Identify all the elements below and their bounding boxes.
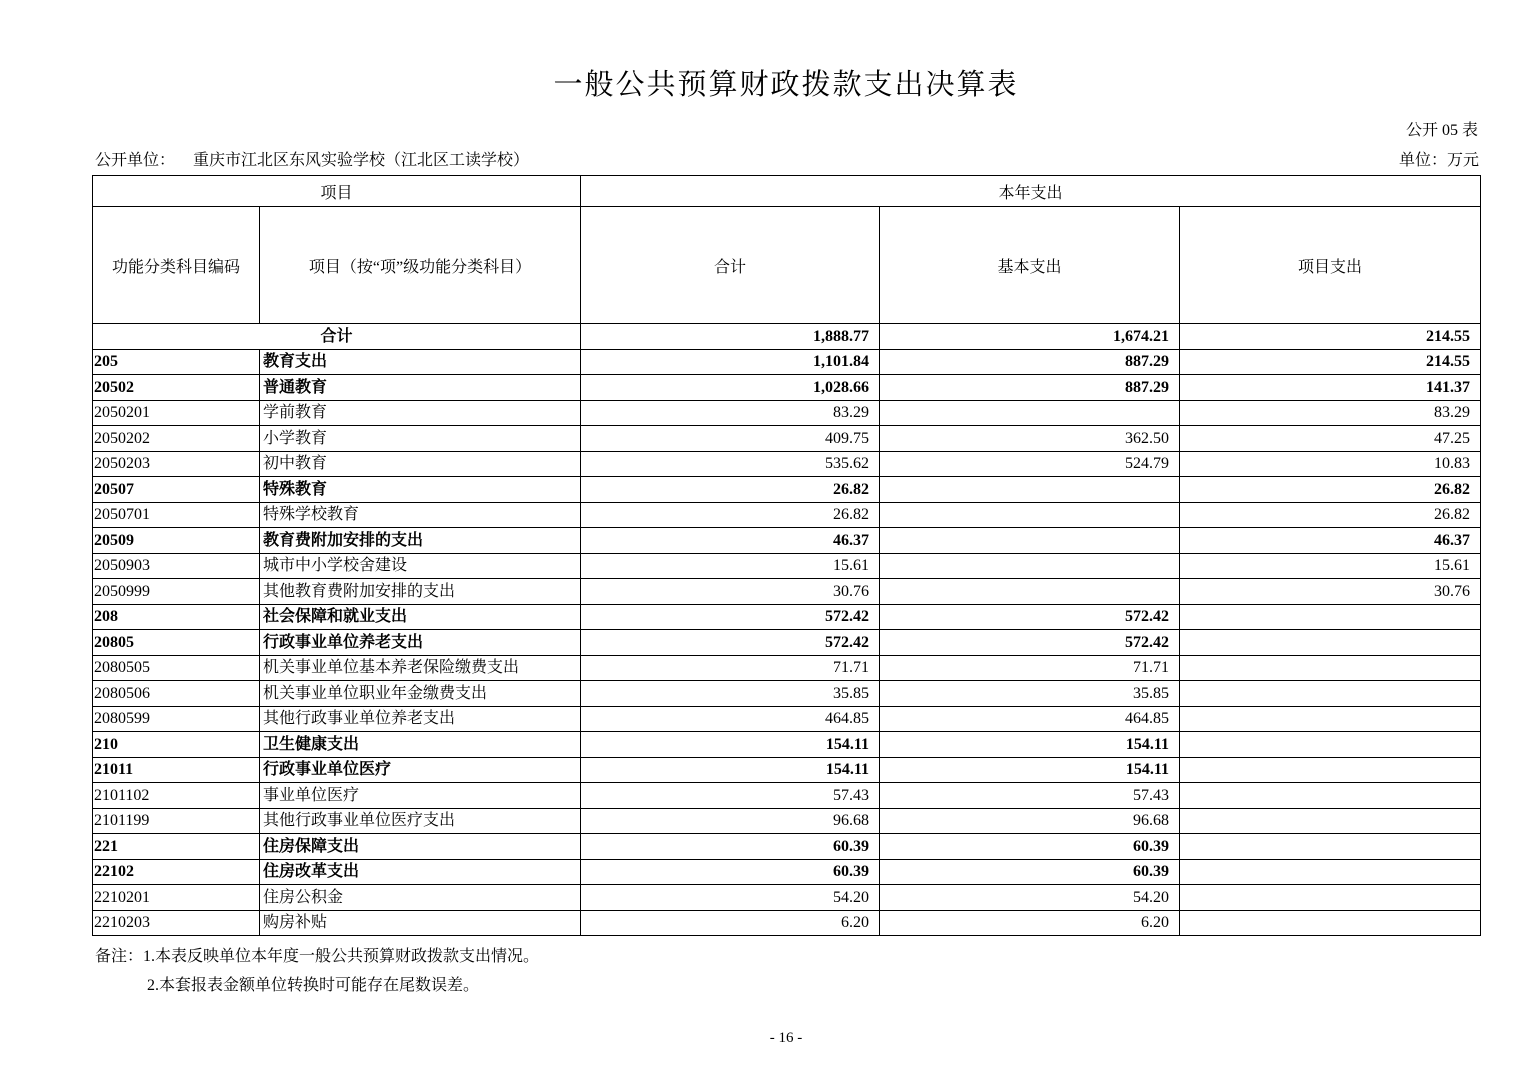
row-basic <box>880 502 1180 528</box>
table-row <box>93 375 1481 401</box>
row-code: 2050203 <box>93 451 260 477</box>
row-name: 小学教育 <box>260 426 581 452</box>
row-name: 城市中小学校舍建设 <box>260 553 581 579</box>
unit-info-row <box>95 147 1479 169</box>
row-project <box>1180 885 1481 911</box>
row-project <box>1180 681 1481 707</box>
table-row <box>93 885 1481 911</box>
header-total: 合计 <box>581 207 880 324</box>
table-header-row-1 <box>93 176 1481 207</box>
row-name: 初中教育 <box>260 451 581 477</box>
row-total: 35.85 <box>581 681 880 707</box>
page-title: 一般公共预算财政拨款支出决算表 <box>553 67 1019 101</box>
row-code: 20805 <box>93 630 260 656</box>
row-basic <box>880 553 1180 579</box>
row-total: 6.20 <box>581 910 880 936</box>
row-basic: 6.20 <box>880 910 1180 936</box>
row-total: 409.75 <box>581 426 880 452</box>
table-row <box>93 349 1481 375</box>
table-row <box>93 655 1481 681</box>
table-row <box>93 783 1481 809</box>
form-number: 公开 05 表 <box>1405 122 1478 139</box>
table-row <box>93 910 1481 936</box>
header-name: 项目（按“项”级功能分类科目） <box>260 207 581 324</box>
row-total: 54.20 <box>581 885 880 911</box>
row-project: 47.25 <box>1180 426 1481 452</box>
row-code: 2050903 <box>93 553 260 579</box>
row-code: 221 <box>93 834 260 860</box>
row-total: 26.82 <box>581 477 880 503</box>
row-project <box>1180 808 1481 834</box>
table-row <box>93 757 1481 783</box>
row-total: 572.42 <box>581 630 880 656</box>
table-header-row-2 <box>93 207 1481 324</box>
row-project <box>1180 655 1481 681</box>
total-row <box>93 324 1481 350</box>
table-row <box>93 579 1481 605</box>
row-project <box>1180 910 1481 936</box>
row-project: 141.37 <box>1180 375 1481 401</box>
row-name: 其他行政事业单位医疗支出 <box>260 808 581 834</box>
row-project: 10.83 <box>1180 451 1481 477</box>
row-project <box>1180 732 1481 758</box>
row-total: 60.39 <box>581 834 880 860</box>
table-row <box>93 859 1481 885</box>
row-name: 特殊学校教育 <box>260 502 581 528</box>
row-name: 事业单位医疗 <box>260 783 581 809</box>
header-code: 功能分类科目编码 <box>93 207 260 324</box>
row-name: 卫生健康支出 <box>260 732 581 758</box>
table-row <box>93 681 1481 707</box>
row-basic: 154.11 <box>880 757 1180 783</box>
row-basic: 572.42 <box>880 630 1180 656</box>
table-row <box>93 604 1481 630</box>
row-name: 普通教育 <box>260 375 581 401</box>
row-name: 行政事业单位医疗 <box>260 757 581 783</box>
row-name: 购房补贴 <box>260 910 581 936</box>
row-basic: 464.85 <box>880 706 1180 732</box>
header-current-year: 本年支出 <box>581 176 1481 207</box>
table-row <box>93 834 1481 860</box>
row-project: 30.76 <box>1180 579 1481 605</box>
row-project <box>1180 834 1481 860</box>
note-1: 备注：1.本表反映单位本年度一般公共预算财政拨款支出情况。 <box>95 948 540 965</box>
row-name: 合计 <box>93 324 581 350</box>
row-code: 208 <box>93 604 260 630</box>
row-code: 2050202 <box>93 426 260 452</box>
row-basic: 887.29 <box>880 375 1180 401</box>
currency-unit: 单位：万元 <box>1398 152 1479 169</box>
row-basic: 96.68 <box>880 808 1180 834</box>
row-total: 71.71 <box>581 655 880 681</box>
row-basic: 71.71 <box>880 655 1180 681</box>
row-code: 2101199 <box>93 808 260 834</box>
row-code: 205 <box>93 349 260 375</box>
row-name: 教育支出 <box>260 349 581 375</box>
row-name: 行政事业单位养老支出 <box>260 630 581 656</box>
row-basic: 524.79 <box>880 451 1180 477</box>
row-code: 2080506 <box>93 681 260 707</box>
row-code: 2210201 <box>93 885 260 911</box>
row-code: 2101102 <box>93 783 260 809</box>
notes <box>95 942 539 1000</box>
table-row <box>93 553 1481 579</box>
row-project: 15.61 <box>1180 553 1481 579</box>
row-code: 2050201 <box>93 400 260 426</box>
header-project-expenditure: 项目支出 <box>1180 207 1481 324</box>
row-total: 1,888.77 <box>581 324 880 350</box>
row-name: 其他行政事业单位养老支出 <box>260 706 581 732</box>
row-project <box>1180 706 1481 732</box>
row-total: 154.11 <box>581 732 880 758</box>
table-row <box>93 706 1481 732</box>
table-row <box>93 528 1481 554</box>
row-project: 26.82 <box>1180 502 1481 528</box>
row-basic: 60.39 <box>880 834 1180 860</box>
organization-name: 重庆市江北区东风实验学校（江北区工读学校） <box>193 152 530 169</box>
row-code: 20502 <box>93 375 260 401</box>
row-code: 2080599 <box>93 706 260 732</box>
row-total: 30.76 <box>581 579 880 605</box>
row-code: 2050701 <box>93 502 260 528</box>
table-row <box>93 426 1481 452</box>
header-basic: 基本支出 <box>880 207 1180 324</box>
row-basic: 54.20 <box>880 885 1180 911</box>
row-total: 26.82 <box>581 502 880 528</box>
row-total: 15.61 <box>581 553 880 579</box>
expenditure-table <box>92 175 1481 936</box>
row-code: 2050999 <box>93 579 260 605</box>
row-name: 学前教育 <box>260 400 581 426</box>
row-basic: 1,674.21 <box>880 324 1180 350</box>
row-name: 机关事业单位基本养老保险缴费支出 <box>260 655 581 681</box>
row-total: 57.43 <box>581 783 880 809</box>
row-basic: 887.29 <box>880 349 1180 375</box>
row-project <box>1180 783 1481 809</box>
row-code: 20509 <box>93 528 260 554</box>
note-2: 2.本套报表金额单位转换时可能存在尾数误差。 <box>147 977 480 994</box>
row-name: 特殊教育 <box>260 477 581 503</box>
row-basic: 60.39 <box>880 859 1180 885</box>
row-basic: 362.50 <box>880 426 1180 452</box>
table-row <box>93 502 1481 528</box>
table-row <box>93 630 1481 656</box>
row-total: 154.11 <box>581 757 880 783</box>
row-total: 572.42 <box>581 604 880 630</box>
row-project: 83.29 <box>1180 400 1481 426</box>
row-basic: 35.85 <box>880 681 1180 707</box>
table-body <box>93 324 1481 936</box>
row-total: 83.29 <box>581 400 880 426</box>
page-number: - 16 - <box>769 1030 803 1046</box>
row-code: 21011 <box>93 757 260 783</box>
row-code: 210 <box>93 732 260 758</box>
row-name: 住房改革支出 <box>260 859 581 885</box>
row-name: 住房保障支出 <box>260 834 581 860</box>
row-name: 住房公积金 <box>260 885 581 911</box>
row-total: 464.85 <box>581 706 880 732</box>
row-total: 46.37 <box>581 528 880 554</box>
row-project: 26.82 <box>1180 477 1481 503</box>
table-row <box>93 477 1481 503</box>
row-basic: 154.11 <box>880 732 1180 758</box>
row-project: 214.55 <box>1180 324 1481 350</box>
row-basic <box>880 400 1180 426</box>
table-row <box>93 451 1481 477</box>
row-basic: 57.43 <box>880 783 1180 809</box>
row-basic: 572.42 <box>880 604 1180 630</box>
header-project: 项目 <box>93 176 581 207</box>
row-basic <box>880 579 1180 605</box>
row-total: 535.62 <box>581 451 880 477</box>
row-project <box>1180 604 1481 630</box>
row-project <box>1180 757 1481 783</box>
row-project: 214.55 <box>1180 349 1481 375</box>
row-code: 22102 <box>93 859 260 885</box>
row-code: 2210203 <box>93 910 260 936</box>
row-project: 46.37 <box>1180 528 1481 554</box>
row-total: 1,028.66 <box>581 375 880 401</box>
row-project <box>1180 630 1481 656</box>
row-total: 96.68 <box>581 808 880 834</box>
row-code: 2080505 <box>93 655 260 681</box>
table-row <box>93 400 1481 426</box>
row-name: 机关事业单位职业年金缴费支出 <box>260 681 581 707</box>
row-name: 其他教育费附加安排的支出 <box>260 579 581 605</box>
row-code: 20507 <box>93 477 260 503</box>
row-name: 社会保障和就业支出 <box>260 604 581 630</box>
row-total: 1,101.84 <box>581 349 880 375</box>
row-name: 教育费附加安排的支出 <box>260 528 581 554</box>
table-row <box>93 732 1481 758</box>
table-row <box>93 808 1481 834</box>
row-project <box>1180 859 1481 885</box>
row-basic <box>880 477 1180 503</box>
row-total: 60.39 <box>581 859 880 885</box>
unit-label: 公开单位： <box>95 152 176 169</box>
row-basic <box>880 528 1180 554</box>
